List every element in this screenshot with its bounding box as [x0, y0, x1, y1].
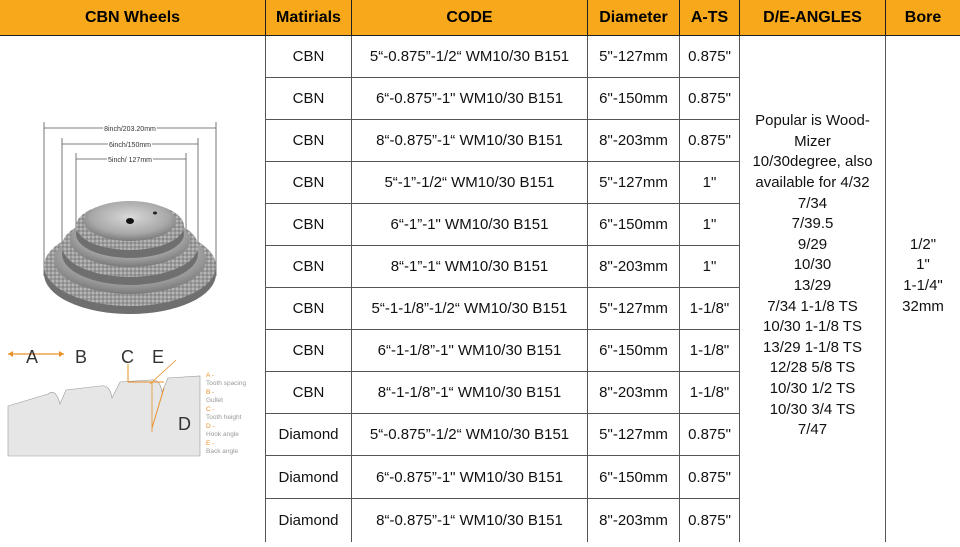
row-5-code: 6“-1”-1" WM10/30 B151: [352, 204, 588, 246]
row-11-code: 6“-0.875”-1" WM10/30 B151: [352, 456, 588, 499]
row-10-ats: 0.875": [680, 414, 740, 456]
tooth-letter-b: B: [75, 347, 88, 367]
row-6-ats: 1": [680, 246, 740, 288]
header-cbn-wheels: CBN Wheels: [0, 0, 266, 36]
angles-line: 13/29: [793, 277, 832, 294]
angles-line: Mizer: [794, 132, 831, 150]
row-3-code: 8“-0.875”-1“ WM10/30 B151: [352, 120, 588, 162]
dim-5-label: 5inch/ 127mm: [108, 157, 152, 164]
row-8-code: 6“-1-1/8”-1" WM10/30 B151: [352, 330, 588, 372]
legend-desc-c: Tooth height: [206, 414, 242, 421]
angles-line: 7/47: [797, 421, 828, 439]
row-6-diameter: 8"-203mm: [588, 246, 680, 288]
row-4-code: 5“-1”-1/2“ WM10/30 B151: [352, 162, 588, 204]
product-image-column: [0, 36, 266, 542]
row-10-material: Diamond: [266, 414, 352, 456]
row-7-ats: 1-1/8": [680, 288, 740, 330]
row-11-ats: 0.875": [680, 456, 740, 499]
legend-desc-b: Gullet: [206, 397, 223, 404]
row-1-code: 5“-0.875”-1/2“ WM10/30 B151: [352, 36, 588, 78]
row-6-code: 8“-1”-1“ WM10/30 B151: [352, 246, 588, 288]
bore-line: 1-1/4": [903, 277, 943, 294]
row-5-material: CBN: [266, 204, 352, 246]
header-a-ts: A-TS: [680, 0, 740, 36]
row-2-diameter: 6"-150mm: [588, 78, 680, 120]
angles-line: 10/30 1/2 TS: [769, 379, 856, 397]
bore-line: 32mm: [902, 297, 944, 315]
angles-line: 10/30degree, also: [752, 153, 873, 171]
legend-key-d: D -: [206, 423, 215, 430]
row-4-material: CBN: [266, 162, 352, 204]
legend-key-c: C -: [206, 406, 215, 413]
row-2-ats: 0.875": [680, 78, 740, 120]
row-4-diameter: 5"-127mm: [588, 162, 680, 204]
row-6-material: CBN: [266, 246, 352, 288]
angles-line: 13/29 1-1/8 TS: [763, 338, 862, 356]
angles-line: available for 4/32: [755, 174, 870, 192]
angles-line: 12/28 5/8 TS: [769, 359, 856, 377]
angles-line: 7/34 1-1/8 TS: [767, 297, 858, 315]
row-5-ats: 1": [680, 204, 740, 246]
header-diameter: Diameter: [588, 0, 680, 36]
row-12-ats: 0.875": [680, 499, 740, 542]
row-11-material: Diamond: [266, 456, 352, 499]
legend-desc-d: Hook angle: [206, 431, 239, 438]
row-11-diameter: 6"-150mm: [588, 456, 680, 499]
row-12-material: Diamond: [266, 499, 352, 542]
de-angles-cell: [740, 36, 886, 542]
tooth-profile-diagram: [8, 347, 246, 456]
legend-key-e: E -: [206, 440, 215, 447]
tooth-letter-d: D: [178, 414, 191, 434]
stacked-wheels: [44, 201, 216, 314]
angles-line: 7/39.5: [791, 215, 834, 233]
dim-6-label: 6inch/150mm: [108, 142, 152, 149]
tooth-letter-a: A: [26, 347, 39, 367]
row-10-code: 5“-0.875”-1/2“ WM10/30 B151: [352, 414, 588, 456]
row-12-code: 8“-0.875”-1“ WM10/30 B151: [352, 499, 588, 542]
angles-line: Popular is Wood-: [755, 112, 870, 130]
row-3-ats: 0.875": [680, 120, 740, 162]
row-2-material: CBN: [266, 78, 352, 120]
row-8-diameter: 6"-150mm: [588, 330, 680, 372]
header-materials: Matirials: [266, 0, 352, 36]
row-7-code: 5“-1-1/8”-1/2“ WM10/30 B151: [352, 288, 588, 330]
dim-8-label: 8inch/203.20mm: [104, 126, 156, 133]
tooth-letter-c: C: [121, 347, 134, 367]
tooth-letter-e: E: [152, 347, 165, 367]
row-12-diameter: 8"-203mm: [588, 499, 680, 542]
legend-desc-a: Tooth spacing: [206, 380, 247, 387]
angles-line: 10/30: [793, 256, 832, 274]
bore-line: 1": [916, 256, 930, 274]
tooth-legend: [206, 372, 246, 455]
legend-key-a: A -: [206, 372, 214, 379]
row-9-code: 8“-1-1/8”-1“ WM10/30 B151: [352, 372, 588, 414]
cbn-wheel-image: [0, 36, 265, 542]
row-7-material: CBN: [266, 288, 352, 330]
row-3-material: CBN: [266, 120, 352, 162]
row-8-material: CBN: [266, 330, 352, 372]
row-1-material: CBN: [266, 36, 352, 78]
header-bore: Bore: [886, 0, 960, 36]
row-4-ats: 1": [680, 162, 740, 204]
row-1-ats: 0.875": [680, 36, 740, 78]
row-1-diameter: 5"-127mm: [588, 36, 680, 78]
bore-line: 1/2": [909, 235, 937, 253]
angles-line: 10/30 3/4 TS: [769, 400, 856, 418]
row-10-diameter: 5"-127mm: [588, 414, 680, 456]
angles-line: 7/34: [797, 194, 828, 212]
row-3-diameter: 8"-203mm: [588, 120, 680, 162]
row-9-diameter: 8"-203mm: [588, 372, 680, 414]
bore-cell: [886, 36, 960, 542]
angles-line: 9/29: [797, 235, 828, 253]
header-de-angles: D/E-ANGLES: [740, 0, 886, 36]
row-8-ats: 1-1/8": [680, 330, 740, 372]
row-5-diameter: 6"-150mm: [588, 204, 680, 246]
row-2-code: 6“-0.875”-1" WM10/30 B151: [352, 78, 588, 120]
row-9-material: CBN: [266, 372, 352, 414]
header-code: CODE: [352, 0, 588, 36]
legend-desc-e: Back angle: [206, 448, 239, 455]
row-7-diameter: 5"-127mm: [588, 288, 680, 330]
row-9-ats: 1-1/8": [680, 372, 740, 414]
legend-key-b: B -: [206, 389, 215, 396]
angles-line: 10/30 1-1/8 TS: [763, 318, 862, 336]
